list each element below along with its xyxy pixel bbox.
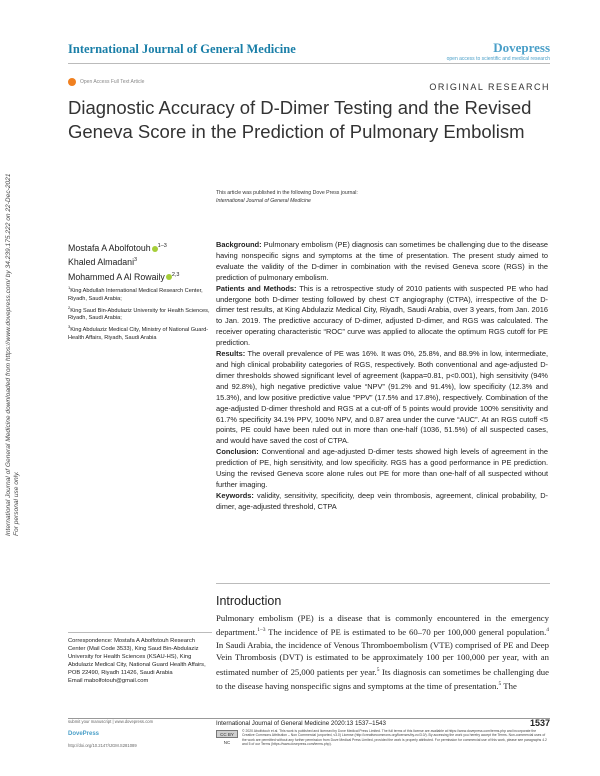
open-access-label: [68, 78, 144, 86]
author-affiliation-ref: 3: [134, 257, 138, 264]
affiliation: [68, 304, 212, 324]
author-affiliation-ref: 1–3: [157, 243, 167, 249]
license-text: © 2020 Abolfotouh et al. This work is published and licensed by Dove Medical Press Limited. The full terms of this license are available at https://www.dovepress.com/terms.php and incorporate the Creative Commons Attribution – Non Commercial (unported, v3.0) License (http://creativecommons.org/licenses/by-nc/3.0/). By accessing the work you hereby accept the Terms. Non-commercial uses of the work are permitted without any further permission from Dove Medical Press Limited, provided the work is properly attributed. For permission for commercial use of this work, please see paragraphs 4.2 and 5 of our Terms (https://www.dovepress.com/terms.php).: [242, 729, 547, 746]
publisher-logo[interactable]: Dovepress: [493, 40, 550, 55]
affiliation: [68, 284, 212, 304]
author-list: [68, 240, 179, 283]
introduction-heading: Introduction: [216, 594, 282, 608]
author-name[interactable]: Mohammed A Al Rowaily: [68, 271, 165, 282]
abstract-methods: [216, 284, 548, 349]
correspondence: Correspondence: Mostafa A Abolfotouh Research Center (Mail Code 3533), King Saud Bin-Abdulaziz University for Health Sciences (KSAU-HS), King Abdulaziz Medical City, National Guard Health Affairs, POB 22490, Riyadh 11426, Saudi Arabia Email mabolfotouh@gmail.com: [68, 632, 212, 685]
publication-note: [216, 190, 358, 205]
open-access-icon: [68, 78, 76, 86]
abstract-background: [216, 240, 548, 284]
section-label: Conclusion:: [216, 447, 259, 457]
section-text: validity, sensitivity, specificity, deep vein thrombosis, agreement, clinical probability, D-dimer, age-adjusted threshold, CTPA: [216, 490, 548, 511]
body-text: Pulmonary embolism (PE) is a disease that is commonly encountered in the emergency department.: [216, 613, 549, 638]
body-text: The incidence of PE is estimated to be 60–70 per 100,000 general population.: [265, 627, 547, 638]
affiliation-text: King Abdulaziz Medical City, Ministry of National Guard-Health Affairs, Riyadh, Saudi Arabia: [68, 327, 209, 342]
affiliations: [68, 284, 212, 343]
download-watermark: [5, 116, 21, 536]
body-text: Its diagnosis can sometimes be challenging due to the disease having nonspecific signs and symptoms at the time of presentation.: [216, 666, 549, 691]
affiliation-text: King Saud Bin-Abdulaziz University for Health Sciences, Riyadh, Saudi Arabia;: [68, 307, 210, 322]
affiliation: [68, 323, 212, 343]
abstract: [216, 240, 548, 513]
citation-ref[interactable]: 1–3: [257, 627, 266, 634]
body-text: In Saudi Arabia, the incidence of Venous Thromboembolism (VTE) comprised of PE and Deep Vein Thrombosis (DVT) is estimated to be approximately 100 per 100,000 per year, with an estimated number of 25,000 patients per year.: [216, 639, 549, 677]
cc-license-icon[interactable]: CC BY NC: [216, 730, 238, 738]
abstract-conclusion: [216, 447, 548, 491]
affiliation-number: 3: [68, 324, 71, 330]
watermark-line-2: For personal use only.: [13, 471, 20, 536]
abstract-keywords: [216, 491, 548, 513]
citation-ref[interactable]: 4: [546, 627, 549, 634]
affiliation-number: 2: [68, 304, 71, 310]
footer-journal-citation: International Journal of General Medicine 2020:13 1537–1543: [216, 720, 386, 727]
open-access-text: Open Access Full Text Article: [80, 79, 145, 85]
author-name[interactable]: Mostafa A Abolfotouh: [68, 242, 151, 253]
journal-name: International Journal of General Medicine: [68, 42, 296, 56]
abstract-results: [216, 349, 548, 447]
affiliation-text: King Abdullah International Medical Research Center, Riyadh, Saudi Arabia;: [68, 287, 203, 302]
author-1: [68, 240, 179, 254]
section-label: Results:: [216, 349, 246, 359]
abstract-divider: [216, 583, 550, 584]
citation-ref[interactable]: 5: [376, 666, 380, 673]
section-text: Pulmonary embolism (PE) diagnosis can sometimes be challenging due to the disease having nonspecific signs and symptoms at the time of presentation. The present study aimed to evaluate the validity of the D-dimer in combination with the revised Geneva score (RGS) in the prediction of pulmonary embolism.: [216, 240, 548, 282]
article-title: Diagnostic Accuracy of D-Dimer Testing and the Revised Geneva Score in the Prediction of Pulmonary Embolism: [68, 97, 532, 142]
publisher-tagline: open access to scientific and medical research: [446, 56, 550, 62]
section-text: The overall prevalence of PE was 16%. It was 0%, 25.8%, and 88.9% in low, intermediate, and high clinical probability categories of RGS, respectively. Both conventional and age-adjusted D-dimer thresholds showed significant level of agreement (kappa=0.81, p<0.001), high sensitivity (94% and 92.8%), high negative predictive value “NPV” (91.2% and 91.4%), low specificity (12.3% and 15.3%), and low positive predictive value “PPV” (17.5% and 17.8%), respectively. Combination of the age-adjusted D-dimer threshold and RGS at a cut-off of 5 points would provide 100% sensitivity and 61.7% specificity 34.1% PPV, 100% NPV, and 0.87 area under the curve “AUC”. At an RGS cutoff <5 points, PE could have been ruled out in more than one-half (1036, 51.5%) of all suspected cases, and would have saved the cost of CTPA.: [216, 349, 548, 446]
author-3: [68, 269, 179, 283]
watermark-line-1: International Journal of General Medicine downloaded from https://www.dovepress.com/ by 34.239.175.222 on 22-Dec-2021: [5, 173, 12, 536]
header-divider: [68, 63, 550, 64]
section-label: Keywords:: [216, 490, 254, 500]
affiliation-number: 1: [68, 285, 71, 290]
section-text: Conventional and age-adjusted D-dimer tests showed high levels of agreement in the prediction of PE, high sensitivity, and low specificity. RGS has a good performance in PE prediction. Using the revised Geneva score alone rules out PE for more than one-half of all suspected without further imaging.: [216, 447, 548, 489]
publication-note-line: This article was published in the following Dove Press journal:: [216, 190, 358, 196]
section-text: This is a retrospective study of 2010 patients with suspected PE who had undergone both D-dimer testing followed by chest CT angiography (CTPA), irrespective of the D-dimer test results, at King Abdulaziz Medical City, Riyadh, Saudi Arabia, over 3 years, from Jan. 2016 to Jan. 2019. The predictive accuracy of D-dimer, adjusted D-dimer, and RGS was calculated. The receiver operating characteristic “ROC” curve was applied to allocate the optimum RGS cutoff for PE prediction.: [216, 283, 548, 348]
citation-ref[interactable]: 5: [498, 680, 502, 687]
author-affiliation-ref: 2,3: [171, 271, 180, 278]
introduction-body: [216, 612, 549, 692]
section-label: Background:: [216, 240, 262, 249]
doi-link[interactable]: http://doi.org/10.2147/IJGM.S281089: [68, 743, 137, 748]
submit-manuscript-link[interactable]: submit your manuscript | www.dovepress.com: [68, 719, 154, 724]
body-text: The: [501, 680, 517, 691]
article-type: ORIGINAL RESEARCH: [429, 82, 550, 92]
dovepress-footer-logo[interactable]: DovePress: [68, 731, 100, 737]
author-name[interactable]: Khaled Almadani: [68, 257, 135, 268]
page-number: 1537: [529, 718, 550, 728]
author-2: [68, 254, 179, 268]
section-label: Patients and Methods:: [216, 283, 297, 293]
publication-note-journal[interactable]: International Journal of General Medicine: [216, 197, 311, 204]
